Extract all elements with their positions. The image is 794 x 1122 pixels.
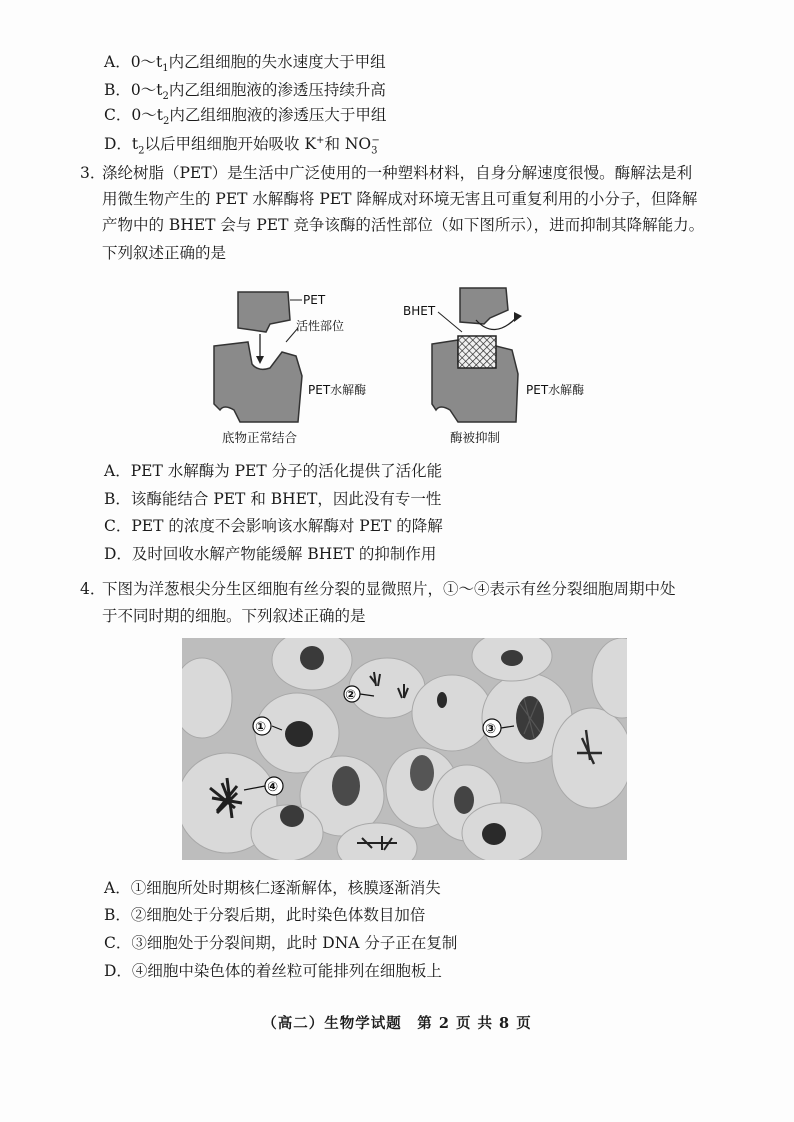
- nucleus-cell-1: [285, 721, 313, 747]
- enzyme-right-label: PET水解酶: [526, 383, 585, 397]
- q3-option-c: C．PET 的浓度不会影响该水解酶对 PET 的降解: [104, 517, 443, 535]
- q4-option-b: B．②细胞处于分裂后期，此时染色体数目加倍: [104, 906, 426, 924]
- q3-option-d: D．及时回收水解产物能缓解 BHET 的抑制作用: [104, 545, 437, 563]
- left-caption: 底物正常结合: [222, 430, 298, 445]
- q4-option-a: A．①细胞所处时期核仁逐渐解体，核膜逐渐消失: [104, 879, 441, 897]
- micrograph: [182, 638, 627, 860]
- bhet-label: BHET: [403, 304, 436, 318]
- q3-number: 3．: [80, 164, 106, 182]
- q2-option-d: D．$t_2$以后甲组细胞开始吸收 K+和 $NO_3^-$: [104, 135, 380, 157]
- q3-stem-line-3: 产物中的 BHET 会与 PET 竞争该酶的活性部位（如下图所示），进而抑制其降解能力。: [102, 216, 705, 234]
- enzyme-left-label: PET水解酶: [308, 383, 367, 397]
- q3-option-a: A．PET 水解酶为 PET 分子的活化提供了活化能: [104, 462, 443, 480]
- label-3: ③: [485, 722, 497, 737]
- label-1: ①: [255, 720, 267, 735]
- q4-number: 4．: [80, 580, 106, 598]
- q3-option-b: B．该酶能结合 PET 和 BHET，因此没有专一性: [104, 490, 442, 508]
- q2-option-b: B．$0\sim t_2$内乙组细胞液的渗透压持续升高: [104, 81, 386, 103]
- pet-substrate-shape: [238, 292, 290, 332]
- pet-label: PET: [303, 293, 326, 307]
- label-2: ②: [345, 688, 357, 703]
- q4-stem-line-1: 下图为洋葱根尖分生区细胞有丝分裂的显微照片，①～④表示有丝分裂细胞周期中处: [102, 580, 676, 598]
- right-caption: 酶被抑制: [450, 430, 501, 445]
- q4-option-c: C．③细胞处于分裂间期，此时 DNA 分子正在复制: [104, 934, 458, 952]
- label-4: ④: [267, 780, 279, 795]
- binding-arrow-icon: [256, 356, 264, 364]
- active-site-label: 活性部位: [296, 319, 345, 333]
- q4-stem-line-2: 于不同时期的细胞。下列叙述正确的是: [102, 607, 366, 625]
- pet-enzyme-left-shape: [214, 342, 302, 422]
- q3-stem-line-1: 涤纶树脂（PET）是生活中广泛使用的一种塑料材料，自身分解速度很慢。酶解法是利: [102, 164, 693, 182]
- q3-stem-line-2: 用微生物产生的 PET 水解酶将 PET 降解成对环境无害且可重复利用的小分子，但降解: [102, 190, 698, 208]
- q2-option-c: C．$0\sim t_2$内乙组细胞液的渗透压大于甲组: [104, 106, 387, 128]
- page-footer: （高二）生物学试题 第 2 页 共 8 页: [262, 1015, 532, 1032]
- q4-option-d: D．④细胞中染色体的着丝粒可能排列在细胞板上: [104, 962, 442, 980]
- q3-stem-line-4: 下列叙述正确的是: [102, 244, 227, 262]
- q2-option-a: A．$0\sim t_1$内乙组细胞的失水速度大于甲组: [104, 53, 386, 75]
- q3-figure: [200, 280, 620, 450]
- pet-substrate-right-shape: [460, 288, 508, 324]
